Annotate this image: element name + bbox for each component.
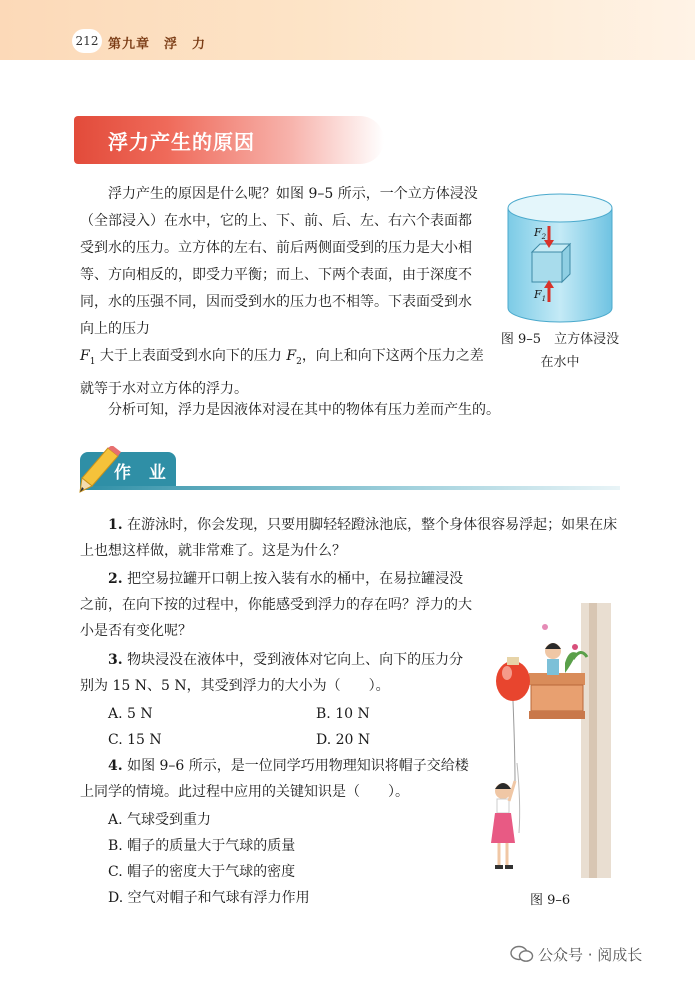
question-3-option-b: B. 10 N — [316, 706, 370, 722]
body-paragraph-1 — [80, 181, 485, 403]
question-3-text: 物块浸没在液体中，受到液体对它向上、向下的压力分别为 15 N、5 N，其受到浮力的大小为（ ）。 — [80, 652, 464, 694]
question-2 — [80, 566, 475, 644]
question-3-option-d: D. 20 N — [316, 732, 371, 748]
p1-text-a: 浮力产生的原因是什么呢？如图 9–5 所示，一个立方体浸没（全部浸入）在水中，它的上、下、前、后、左、右六个表面都受到水的压力。立方体的左右、前后两侧面受到的压力是大小相等、方向相反的，即受力平衡；而上、下两个表面，由于深度不同，水的压强不同，因而受到水的压力也不相等。下表面受到水向上的压力 — [80, 186, 478, 337]
figure-9-5-label-f1: $F_1$ — [534, 288, 547, 304]
force-f2-sub: 2 — [296, 356, 302, 367]
question-3 — [80, 647, 475, 699]
question-3-number: 3. — [108, 652, 123, 668]
figure-9-6-caption: 图 9–6 — [530, 893, 571, 908]
question-2-number: 2. — [108, 571, 123, 587]
page-header — [0, 0, 695, 60]
watermark-text: 公众号 · 阅成长 — [538, 946, 643, 964]
figure-9-6-balloon-illustration — [485, 603, 615, 878]
question-3-option-c: C. 15 N — [108, 732, 162, 748]
question-1-number: 1. — [108, 517, 123, 533]
question-4-option-b: B. 帽子的质量大于气球的质量 — [108, 838, 296, 854]
homework-divider — [80, 486, 620, 490]
figure-9-5-cube-in-water — [500, 190, 620, 325]
force-f2: F — [286, 348, 297, 364]
figure-9-5-label-f2: $F_2$ — [534, 226, 547, 242]
figure-9-5-caption-line2: 在水中 — [540, 355, 580, 370]
question-4-option-d: D. 空气对帽子和气球有浮力作用 — [108, 890, 310, 906]
wechat-icon — [510, 945, 534, 963]
question-4-text: 如图 9–6 所示，是一位同学巧用物理知识将帽子交给楼上同学的情境。此过程中应用的关键知识是（ ）。 — [80, 758, 469, 800]
question-4-number: 4. — [108, 758, 123, 774]
question-2-text: 把空易拉罐开口朝上按入装有水的桶中，在易拉罐浸没之前，在向下按的过程中，你能感受到浮力的存在吗？浮力的大小是否有变化呢？ — [80, 571, 472, 639]
figure-9-5-caption — [490, 328, 630, 374]
section-title: 浮力产生的原因 — [108, 130, 255, 154]
pencil-icon — [78, 446, 124, 494]
page-number: 212 — [72, 29, 102, 53]
question-3-option-a: A. 5 N — [108, 706, 153, 722]
p1-text-b: 大于上表面受到水向下的压力 — [95, 348, 287, 364]
question-4-option-a: A. 气球受到重力 — [108, 812, 212, 828]
body-paragraph-2: 分析可知，浮力是因液体对浸在其中的物体有压力差而产生的。 — [108, 402, 500, 418]
figure-9-5-caption-line1: 图 9–5 立方体浸没 — [500, 332, 620, 347]
chapter-title: 第九章 浮 力 — [108, 37, 207, 52]
question-4-option-c: C. 帽子的密度大于气球的密度 — [108, 864, 296, 880]
homework-title: 作 业 — [114, 463, 172, 483]
p1-text-c: ，向上和向下这两个压力之差就等于水对立方体的浮力。 — [80, 348, 484, 397]
question-1 — [80, 512, 625, 564]
question-4 — [80, 753, 475, 805]
force-f1: F — [80, 348, 90, 364]
force-f1-sub: 1 — [89, 356, 96, 367]
question-1-text: 在游泳时，你会发现，只要用脚轻轻蹬泳池底，整个身体很容易浮起；如果在床上也想这样做，就非常难了。这是为什么？ — [80, 517, 618, 559]
